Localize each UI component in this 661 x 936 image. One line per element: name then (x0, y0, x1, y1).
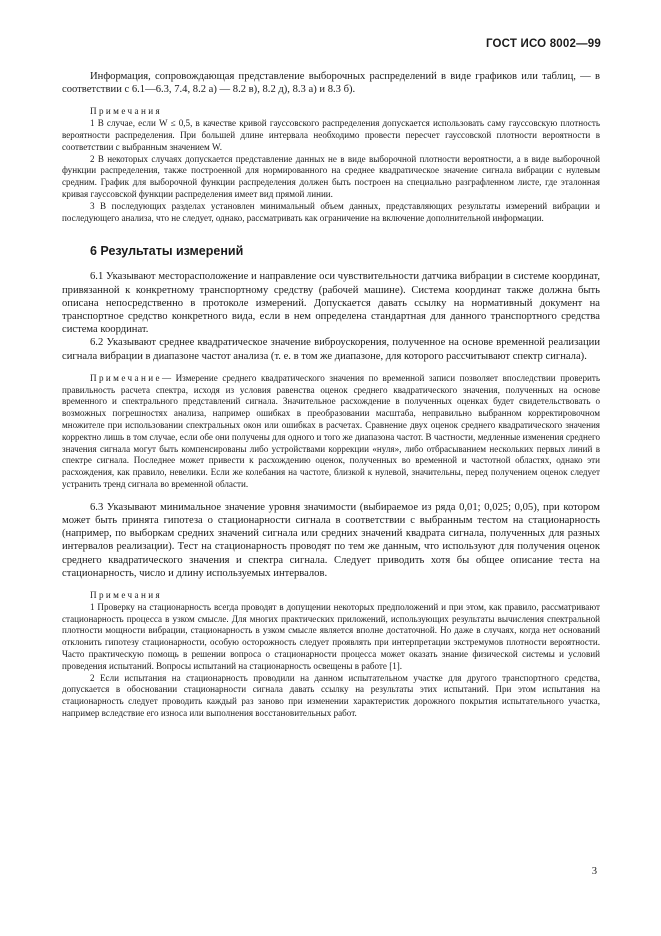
note-item: 1 Проверку на стационарность всегда проводят в допущении некоторых предположений и при этом, как правило, рассматривают стационарность процесса в узком смысле. Для многих практических приложений, использующих результаты вычисления спектральной плотности мощности вибрации, стационарность в узком смысле является вполне достаточной. Но даже в случаях, когда нет оснований отклонить гипотезу стационарности, особую осторожность следует проявлять при интерпретации экстремумов плотности вероятности. Часто практическую помощь в решении вопроса о стационарности процесса может оказать знание физической системы и условий проведения испытаний. Вопросы испытаний на стационарность освещены в работе [1]. (62, 601, 600, 671)
intro-paragraph: Информация, сопровождающая представление выборочных распределений в виде графиков или таблиц, — в соответствии с 6.1—6.3, 7.4, 8.2 а) — 8.2 в), 8.2 д), 8.3 а) и 8.3 б). (62, 71, 600, 96)
note-item: 1 В случае, если W ≤ 0,5, в качестве кривой гауссовского распределения допускается использовать саму гауссовскую плотность вероятности распределения. При большей длине интервала необходимо провести пересчет гауссовской плотности вероятности в соответствии с выбранным значением W. (62, 118, 600, 152)
paragraph-6-3: 6.3 Указывают минимальное значение уровня значимости (выбираемое из ряда 0,01; 0,025; 0,05), при котором может быть принята гипотеза о стационарности сигнала в соответствии с выбранным тестом на стационарность (например, по выборкам средних значений сигнала или средних значений квадрата сигнала, полученных для разных интервалов реализации). Тест на стационарность проводят по тем же данным, что используют для получения оценок среднего квадратического значения и спектра сигнала. Следует приводить хотя бы общее описание теста на стационарность, число и длину используемых интервалов. (62, 501, 600, 579)
paragraph-6-1: 6.1 Указывают месторасположение и направление оси чувствительности датчика вибрации в системе координат, привязанной к конкретному транспортному средству (рабочей машине). Система координат также должна быть описана непосредственно в протоколе измерений. Допускается давать ссылку на нормативный документ на транспортное средство конкретного вида, если в нем определена стандартная для данного транспортного средства система координат. (62, 271, 600, 336)
note-label: Примечание (90, 372, 162, 383)
note-text: — Измерение среднего квадратического значения по временной записи позволяет впоследствии проверить правильность расчета спектра, исходя из условия равенства оценок среднего квадратического значения, полученных на основе временного и спектрального представлений сигнала. Значительное расхождение в полученных оценках будет свидетельствовать о возможных погрешностях анализа, например ошибках в преобразовании масштаба, неправильно выбранном корректировочном множителе при использовании спектральных окон или ошибках в расчетах. Сравнение двух оценок среднего квадратического значения корректно лишь в том случае, если обе они получены для одного и того же диапазона частот. В частности, медленные изменения среднего значения сигнала могут быть компенсированы либо устройствами коррекции «нуля», либо отбрасыванием нескольких первых линий в спектре сигнала. Последнее может привести к расхождению оценок, полученных во временной и частотной областях, однако эти расхождения, как правило, невелики. Если же колебания на частоте, близкой к нулевой, значительны, перед получением оценок следует устранить тренд сигнала во временной области. (62, 372, 600, 489)
notes-heading: Примечания (90, 589, 163, 600)
note-item: 3 В последующих разделах установлен минимальный объем данных, представляющих результаты измерений вибрации и последующего анализа, что не следует, однако, рассматривать как ограничение на включение дополнительной информации. (62, 200, 600, 223)
notes-heading: Примечания (90, 106, 163, 117)
page-content (62, 70, 600, 720)
document-header: ГОСТ ИСО 8002—99 (485, 38, 601, 50)
note-item: 2 Если испытания на стационарность проводили на данном испытательном участке для другого транспортного средства, допускается в обосновании стационарности сигнала давать ссылку на результаты этих испытаний. При этом испытания на стационарность следует проводить каждый раз заново при изменении характеристик дорожного покрытия испытательного участка, например вследствие его износа или выполнения восстановительных работ. (62, 672, 600, 718)
note-item: 2 В некоторых случаях допускается представление данных не в виде выборочной плотности вероятности, а в виде выборочной функции распределения, также построенной для нормированного на среднее квадратическое значение сигнала вибрации с нулевым средним. График для выборочной функции распределения должен быть построен на специально разграфленном листе, где эталонная кривая гауссовской функции распределения имеет вид прямой линии. (62, 153, 600, 199)
paragraph-6-2: 6.2 Указывают среднее квадратическое значение виброускорения, полученное на основе временной реализации сигнала вибрации в диапазоне частот анализа (т. е. в том же диапазоне, для которого рассчитывают спектр сигнала). (62, 337, 600, 362)
section-title: 6 Результаты измерений (90, 244, 244, 259)
page-number: 3 (591, 866, 597, 877)
note-6-2 (62, 373, 600, 491)
